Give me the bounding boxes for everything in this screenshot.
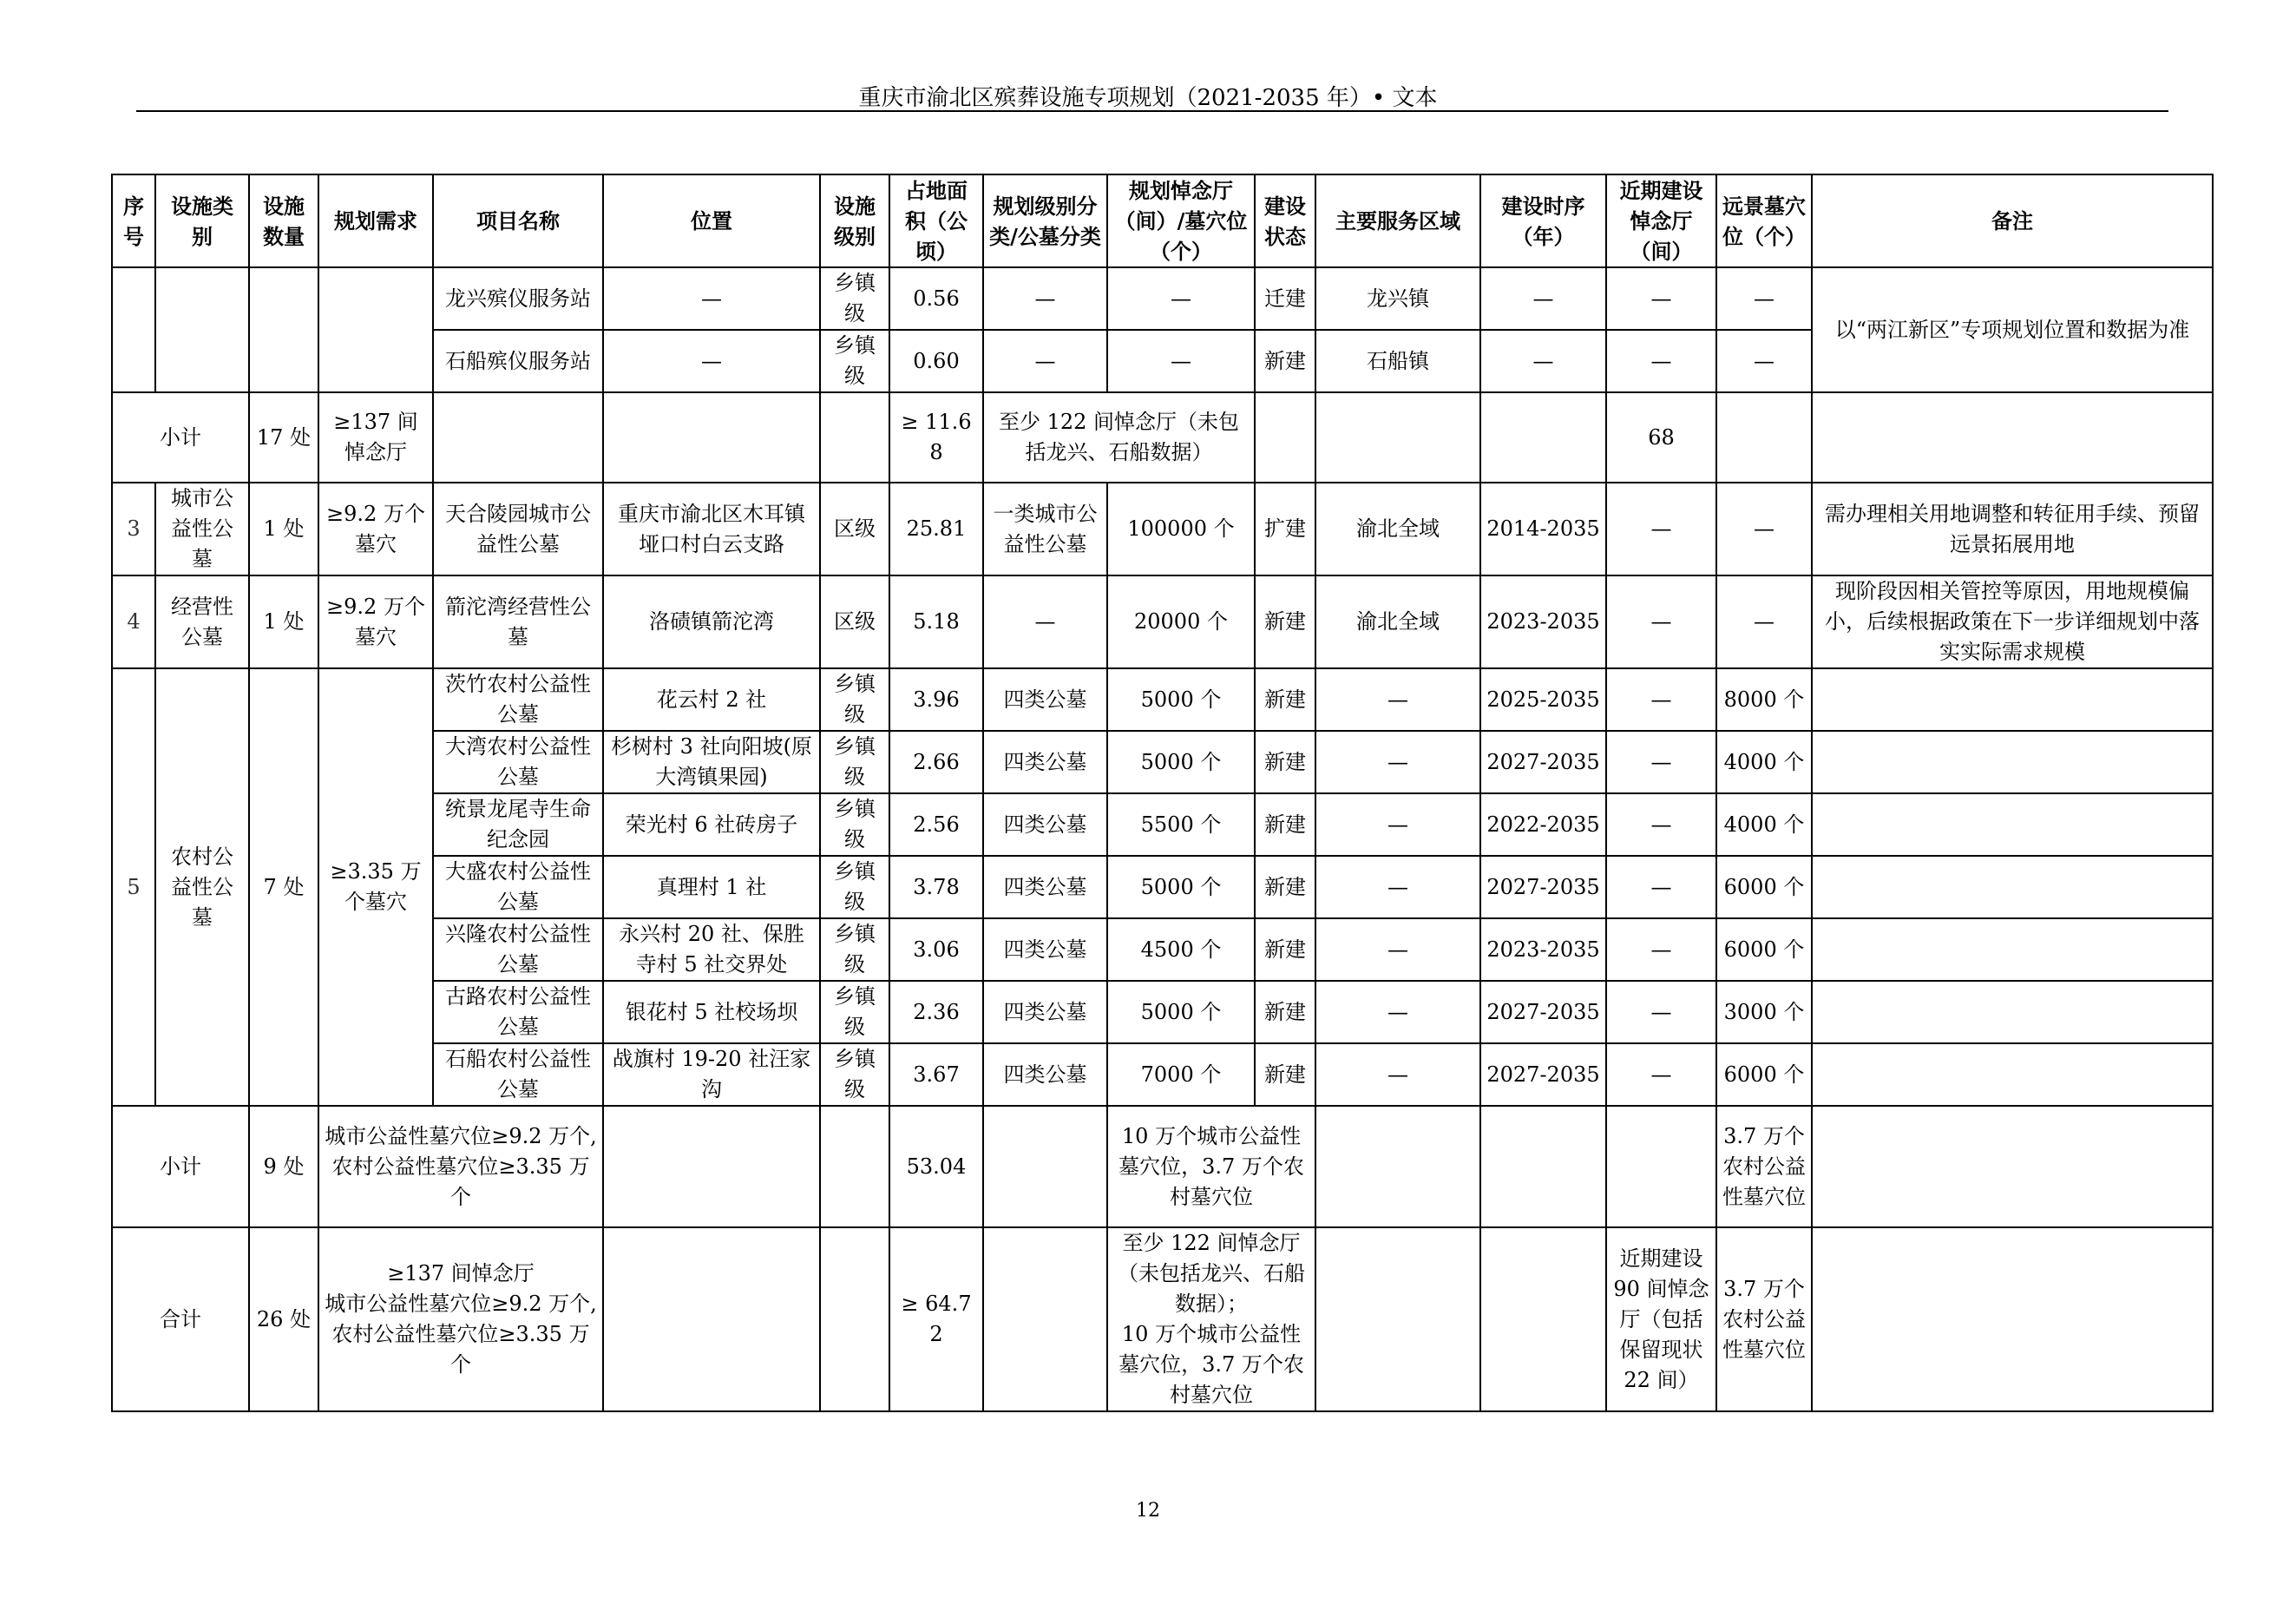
cell-empty [983, 1106, 1107, 1227]
cell-period: 2022-2035 [1480, 793, 1606, 856]
col-header: 占地面积（公顷） [889, 174, 983, 267]
cell-category: 农村公益性公墓 [155, 668, 249, 1106]
cell-service-area: — [1315, 668, 1480, 731]
cell-service-area: — [1315, 856, 1480, 918]
col-header: 远景墓穴位（个） [1716, 174, 1812, 267]
cell-future-graves: 6000 个 [1716, 918, 1812, 981]
cell-near-halls: — [1606, 1043, 1716, 1106]
cell-area: 3.06 [889, 918, 983, 981]
cell-period: 2014-2035 [1480, 483, 1606, 575]
col-header: 项目名称 [433, 174, 603, 267]
cell-note: 现阶段因相关管控等原因，用地规模偏小，后续根据政策在下一步详细规划中落实实际需求规模 [1812, 575, 2213, 668]
cell-period: 2027-2035 [1480, 731, 1606, 793]
cell-empty [820, 1227, 889, 1411]
cell-near-halls: — [1606, 483, 1716, 575]
cell-classification: 四类公墓 [983, 981, 1107, 1043]
cell-location: 荣光村 6 社砖房子 [603, 793, 820, 856]
cell-status: 新建 [1255, 668, 1315, 731]
col-header: 设施数量 [249, 174, 318, 267]
header-rule [136, 110, 2168, 112]
cell-empty [249, 267, 318, 392]
cell-service-area: 渝北全域 [1315, 483, 1480, 575]
cell-near-halls: — [1606, 575, 1716, 668]
cell-empty [433, 392, 603, 483]
cell-area: 0.56 [889, 267, 983, 330]
cell-classification: 四类公墓 [983, 918, 1107, 981]
cell-near-halls: 近期建设 90 间悼念厅（包括保留现状 22 间） [1606, 1227, 1716, 1411]
cell-note: 以“两江新区”专项规划位置和数据为准 [1812, 267, 2213, 392]
cell-empty [1606, 1106, 1716, 1227]
cell-planned: 10 万个城市公益性墓穴位，3.7 万个农村墓穴位 [1107, 1106, 1315, 1227]
cell-status: 新建 [1255, 981, 1315, 1043]
cell-subtotal-label: 小计 [112, 1106, 249, 1227]
cell-status: 迁建 [1255, 267, 1315, 330]
cell-planned: 5000 个 [1107, 856, 1255, 918]
cell-seq: 4 [112, 575, 155, 668]
cell-note [1812, 1043, 2213, 1106]
cell-period: 2023-2035 [1480, 918, 1606, 981]
cell-future-graves: 6000 个 [1716, 1043, 1812, 1106]
cell-planned: — [1107, 330, 1255, 392]
cell-empty [1480, 392, 1606, 483]
cell-near-halls: — [1606, 793, 1716, 856]
cell-classification: — [983, 575, 1107, 668]
cell-demand: ≥137 间悼念厅 [318, 392, 433, 483]
cell-note [1812, 981, 2213, 1043]
cell-service-area: — [1315, 1043, 1480, 1106]
cell-status: 新建 [1255, 856, 1315, 918]
cell-planned: — [1107, 267, 1255, 330]
cell-future-graves: 6000 个 [1716, 856, 1812, 918]
cell-future-graves: — [1716, 267, 1812, 330]
cell-empty [603, 1106, 820, 1227]
cell-near-halls: — [1606, 267, 1716, 330]
cell-count: 17 处 [249, 392, 318, 483]
cell-area: 0.60 [889, 330, 983, 392]
cell-empty [603, 392, 820, 483]
cell-location: 花云村 2 社 [603, 668, 820, 731]
cell-planned: 4500 个 [1107, 918, 1255, 981]
cell-planned: 20000 个 [1107, 575, 1255, 668]
cell-note [1812, 668, 2213, 731]
cell-status: 新建 [1255, 731, 1315, 793]
cell-name: 石船农村公益性公墓 [433, 1043, 603, 1106]
cell-level: 区级 [820, 575, 889, 668]
cell-demand: ≥9.2 万个墓穴 [318, 575, 433, 668]
cell-name: 大盛农村公益性公墓 [433, 856, 603, 918]
cell-count: 9 处 [249, 1106, 318, 1227]
cell-note [1812, 856, 2213, 918]
cell-future-graves: — [1716, 575, 1812, 668]
col-header: 位置 [603, 174, 820, 267]
cell-planned: 5500 个 [1107, 793, 1255, 856]
cell-empty [1480, 1227, 1606, 1411]
cell-seq: 3 [112, 483, 155, 575]
cell-level: 乡镇级 [820, 267, 889, 330]
cell-future-graves: 4000 个 [1716, 731, 1812, 793]
cell-name: 茨竹农村公益性公墓 [433, 668, 603, 731]
cell-status: 新建 [1255, 918, 1315, 981]
cell-level: 乡镇级 [820, 918, 889, 981]
cell-note [1812, 918, 2213, 981]
cell-location: 银花村 5 社校场坝 [603, 981, 820, 1043]
cell-area: 2.56 [889, 793, 983, 856]
cell-level: 乡镇级 [820, 330, 889, 392]
cell-note [1812, 793, 2213, 856]
cell-service-area: — [1315, 793, 1480, 856]
table-row [112, 267, 2213, 330]
cell-demand: 城市公益性墓穴位≥9.2 万个,农村公益性墓穴位≥3.35 万个 [318, 1106, 603, 1227]
cell-name: 龙兴殡仪服务站 [433, 267, 603, 330]
cell-status: 新建 [1255, 793, 1315, 856]
cell-classification: — [983, 267, 1107, 330]
cell-service-area: — [1315, 731, 1480, 793]
cell-planned: 至少 122 间悼念厅（未包括龙兴、石船数据） [983, 392, 1255, 483]
cell-planned: 5000 个 [1107, 731, 1255, 793]
cell-future-graves: 4000 个 [1716, 793, 1812, 856]
subtotal-row [112, 392, 2213, 483]
facility-plan-table [111, 174, 2214, 1412]
cell-location: — [603, 330, 820, 392]
page-number: 12 [1136, 1500, 1160, 1522]
cell-note [1812, 731, 2213, 793]
cell-empty [155, 267, 249, 392]
cell-name: 统景龙尾寺生命纪念园 [433, 793, 603, 856]
cell-empty [112, 267, 155, 392]
cell-period: 2025-2035 [1480, 668, 1606, 731]
cell-future-graves: 8000 个 [1716, 668, 1812, 731]
cell-demand: ≥3.35 万个墓穴 [318, 668, 433, 1106]
cell-empty [1315, 392, 1480, 483]
col-header: 近期建设悼念厅（间） [1606, 174, 1716, 267]
total-planned-halls: 至少 122 间悼念厅（未包括龙兴、石船数据）； [1118, 1231, 1305, 1316]
cell-count: 1 处 [249, 483, 318, 575]
cell-count: 26 处 [249, 1227, 318, 1411]
cell-empty [1812, 392, 2213, 483]
cell-near-halls: 68 [1606, 392, 1716, 483]
cell-near-halls: — [1606, 918, 1716, 981]
cell-seq: 5 [112, 668, 155, 1106]
cell-demand [318, 1227, 603, 1411]
cell-empty [983, 1227, 1107, 1411]
table-header-row [112, 174, 2213, 267]
table-row [112, 668, 2213, 731]
cell-location: 战旗村 19-20 社汪家沟 [603, 1043, 820, 1106]
cell-empty [1315, 1106, 1480, 1227]
total-demand-graves: 城市公益性墓穴位≥9.2 万个,农村公益性墓穴位≥3.35 万个 [325, 1292, 597, 1377]
cell-level: 区级 [820, 483, 889, 575]
cell-empty [1480, 1106, 1606, 1227]
col-header: 规划级别分类/公墓分类 [983, 174, 1107, 267]
cell-empty [820, 392, 889, 483]
cell-count: 1 处 [249, 575, 318, 668]
cell-status: 新建 [1255, 575, 1315, 668]
cell-period: 2027-2035 [1480, 1043, 1606, 1106]
total-row [112, 1227, 2213, 1411]
col-header: 主要服务区域 [1315, 174, 1480, 267]
cell-area: 3.67 [889, 1043, 983, 1106]
cell-location: — [603, 267, 820, 330]
cell-classification: 四类公墓 [983, 856, 1107, 918]
cell-status: 新建 [1255, 1043, 1315, 1106]
cell-future-graves: 3.7 万个农村公益性墓穴位 [1716, 1106, 1812, 1227]
cell-planned: 5000 个 [1107, 668, 1255, 731]
cell-future-graves: 3.7 万个农村公益性墓穴位 [1716, 1227, 1812, 1411]
cell-category: 城市公益性公墓 [155, 483, 249, 575]
cell-near-halls: — [1606, 981, 1716, 1043]
cell-level: 乡镇级 [820, 793, 889, 856]
cell-near-halls: — [1606, 856, 1716, 918]
cell-planned [1107, 1227, 1315, 1411]
table-row [112, 483, 2213, 575]
cell-service-area: 龙兴镇 [1315, 267, 1480, 330]
cell-empty [1716, 392, 1812, 483]
cell-empty [1255, 392, 1315, 483]
cell-count: 7 处 [249, 668, 318, 1106]
col-header: 备注 [1812, 174, 2213, 267]
cell-level: 乡镇级 [820, 981, 889, 1043]
cell-name: 大湾农村公益性公墓 [433, 731, 603, 793]
cell-empty [1812, 1106, 2213, 1227]
cell-planned: 5000 个 [1107, 981, 1255, 1043]
cell-planned: 100000 个 [1107, 483, 1255, 575]
cell-area: 53.04 [889, 1106, 983, 1227]
cell-area: 3.96 [889, 668, 983, 731]
cell-period: 2027-2035 [1480, 981, 1606, 1043]
cell-empty [318, 267, 433, 392]
cell-level: 乡镇级 [820, 856, 889, 918]
cell-location: 永兴村 20 社、保胜寺村 5 社交界处 [603, 918, 820, 981]
col-header: 设施级别 [820, 174, 889, 267]
cell-level: 乡镇级 [820, 1043, 889, 1106]
cell-subtotal-label: 小计 [112, 392, 249, 483]
cell-total-label: 合计 [112, 1227, 249, 1411]
cell-classification: 四类公墓 [983, 793, 1107, 856]
cell-period: 2023-2035 [1480, 575, 1606, 668]
cell-area: 5.18 [889, 575, 983, 668]
cell-future-graves: 3000 个 [1716, 981, 1812, 1043]
cell-empty [820, 1106, 889, 1227]
col-header: 建设状态 [1255, 174, 1315, 267]
cell-near-halls: — [1606, 731, 1716, 793]
cell-location: 杉树村 3 社向阳坡(原大湾镇果园) [603, 731, 820, 793]
cell-name: 兴隆农村公益性公墓 [433, 918, 603, 981]
cell-name: 古路农村公益性公墓 [433, 981, 603, 1043]
col-header: 规划悼念厅（间）/墓穴位（个） [1107, 174, 1255, 267]
cell-classification: 四类公墓 [983, 668, 1107, 731]
subtotal-row [112, 1106, 2213, 1227]
col-header: 规划需求 [318, 174, 433, 267]
cell-location: 真理村 1 社 [603, 856, 820, 918]
cell-future-graves: — [1716, 330, 1812, 392]
cell-area: 2.66 [889, 731, 983, 793]
cell-classification: 四类公墓 [983, 1043, 1107, 1106]
cell-area: 2.36 [889, 981, 983, 1043]
cell-area: ≥ 64.72 [889, 1227, 983, 1411]
cell-classification: 一类城市公益性公墓 [983, 483, 1107, 575]
cell-classification: — [983, 330, 1107, 392]
cell-service-area: 渝北全域 [1315, 575, 1480, 668]
cell-period: — [1480, 267, 1606, 330]
cell-status: 扩建 [1255, 483, 1315, 575]
cell-level: 乡镇级 [820, 731, 889, 793]
cell-area: 3.78 [889, 856, 983, 918]
cell-classification: 四类公墓 [983, 731, 1107, 793]
cell-name: 天合陵园城市公益性公墓 [433, 483, 603, 575]
cell-planned: 7000 个 [1107, 1043, 1255, 1106]
cell-near-halls: — [1606, 668, 1716, 731]
cell-demand: ≥9.2 万个墓穴 [318, 483, 433, 575]
cell-name: 箭沱湾经营性公墓 [433, 575, 603, 668]
cell-location: 重庆市渝北区木耳镇垭口村白云支路 [603, 483, 820, 575]
cell-area: 25.81 [889, 483, 983, 575]
cell-future-graves: — [1716, 483, 1812, 575]
col-header: 建设时序（年） [1480, 174, 1606, 267]
cell-level: 乡镇级 [820, 668, 889, 731]
cell-area: ≥ 11.68 [889, 392, 983, 483]
cell-period: — [1480, 330, 1606, 392]
cell-status: 新建 [1255, 330, 1315, 392]
total-planned-graves: 10 万个城市公益性墓穴位，3.7 万个农村墓穴位 [1118, 1322, 1304, 1407]
cell-service-area: 石船镇 [1315, 330, 1480, 392]
cell-note: 需办理相关用地调整和转征用手续、预留远景拓展用地 [1812, 483, 2213, 575]
cell-empty [603, 1227, 820, 1411]
cell-category: 经营性公墓 [155, 575, 249, 668]
total-demand-halls: ≥137 间悼念厅 [387, 1261, 535, 1285]
cell-period: 2027-2035 [1480, 856, 1606, 918]
cell-near-halls: — [1606, 330, 1716, 392]
col-header: 设施类别 [155, 174, 249, 267]
cell-service-area: — [1315, 918, 1480, 981]
cell-empty [1812, 1227, 2213, 1411]
cell-service-area: — [1315, 981, 1480, 1043]
table-row [112, 575, 2213, 668]
page-header: 重庆市渝北区殡葬设施专项规划（2021-2035 年）• 文本 [858, 85, 1438, 111]
cell-empty [1315, 1227, 1480, 1411]
col-header: 序号 [112, 174, 155, 267]
cell-name: 石船殡仪服务站 [433, 330, 603, 392]
cell-location: 洛碛镇箭沱湾 [603, 575, 820, 668]
